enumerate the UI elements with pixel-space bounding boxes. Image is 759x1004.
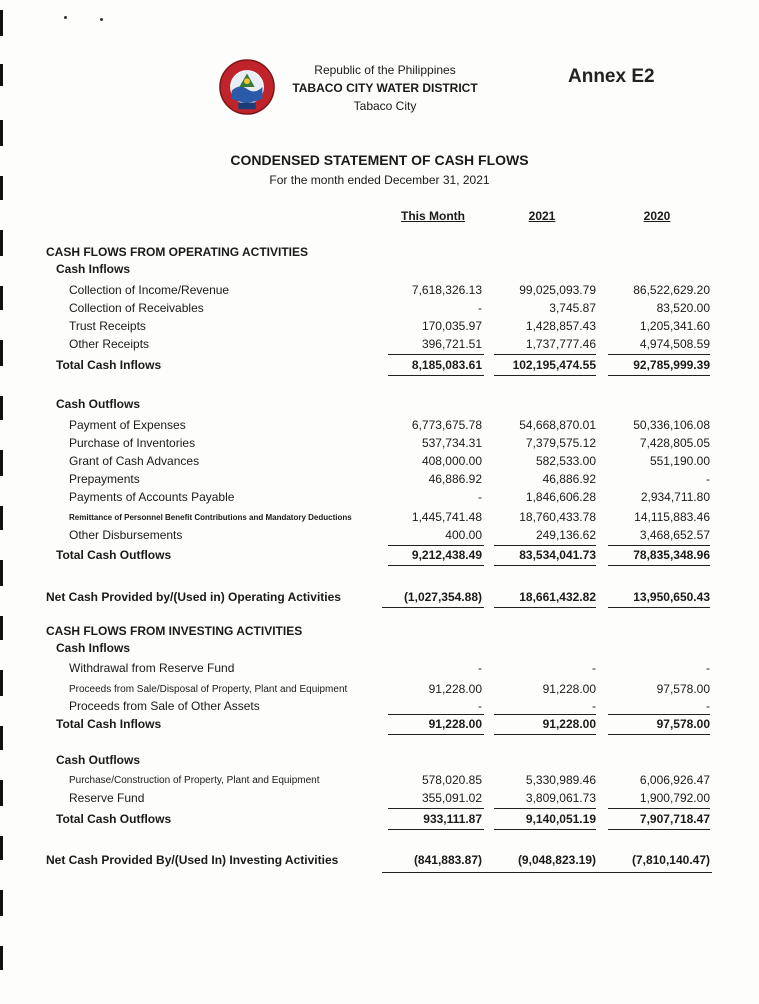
total-row xyxy=(0,547,759,564)
cell-2020: 86,522,629.20 xyxy=(633,283,710,297)
column-header-this-month: This Month xyxy=(401,209,465,223)
subtotal-rule xyxy=(388,545,484,546)
table-row xyxy=(0,489,759,506)
total-rule xyxy=(388,829,484,830)
speck xyxy=(100,18,103,21)
cell-2021: 46,886.92 xyxy=(542,472,596,486)
subheading-cash-inflows: Cash Inflows xyxy=(56,262,131,276)
cell-2021: 18,760,433.78 xyxy=(519,510,596,524)
cell-2020: 7,428,805.05 xyxy=(639,436,710,450)
cell-2020: 2,934,711.80 xyxy=(640,490,710,504)
cell-2021: 3,809,061.73 xyxy=(525,791,596,805)
subtotal-rule xyxy=(608,545,710,546)
statement-title: CONDENSED STATEMENT OF CASH FLOWS xyxy=(230,152,529,168)
cell-2020: 6,006,926.47 xyxy=(639,773,710,787)
cell-this-month: 46,886.92 xyxy=(428,472,482,486)
cell-2021: - xyxy=(592,661,596,675)
republic-line: Republic of the Philippines xyxy=(314,63,456,77)
cell-2020: - xyxy=(706,472,710,486)
row-label: Proceeds from Sale of Other Assets xyxy=(69,699,260,713)
cell-this-month: 1,445,741.48 xyxy=(411,510,482,524)
cell-2020: 50,336,106.08 xyxy=(633,418,710,432)
annex-label: Annex E2 xyxy=(568,66,655,87)
table-row xyxy=(0,772,759,789)
row-label: Collection of Receivables xyxy=(69,301,204,315)
cell-this-month: 6,773,675.78 xyxy=(411,418,482,432)
row-label: Reserve Fund xyxy=(69,791,145,805)
cell-this-month: 7,618,326.13 xyxy=(411,283,482,297)
cell-2020: (7,810,140.47) xyxy=(631,853,710,867)
row-label: Net Cash Provided By/(Used In) Investing Activities xyxy=(46,853,339,867)
cell-2020: 13,950,650.43 xyxy=(633,590,710,604)
cell-this-month: - xyxy=(478,661,482,675)
table-row xyxy=(0,471,759,488)
cell-this-month: 8,185,083.61 xyxy=(411,358,482,372)
net-rule xyxy=(494,607,596,608)
subtotal-rule xyxy=(494,808,596,809)
net-rule xyxy=(608,607,710,608)
cell-this-month: - xyxy=(478,301,482,315)
subheading-cash-outflows: Cash Outflows xyxy=(56,397,141,411)
city-line: Tabaco City xyxy=(353,99,417,113)
section-heading-operating: CASH FLOWS FROM OPERATING ACTIVITIES xyxy=(46,245,308,259)
subtotal-rule xyxy=(608,714,710,715)
subtotal-rule xyxy=(608,354,710,355)
cell-2021: 91,228.00 xyxy=(542,682,596,696)
total-rule xyxy=(494,829,596,830)
total-rule xyxy=(494,565,596,566)
row-label: Total Cash Outflows xyxy=(56,548,172,562)
cell-2020: - xyxy=(706,699,710,713)
total-rule xyxy=(388,375,484,376)
water-district-seal-icon xyxy=(218,58,276,116)
subtotal-rule xyxy=(388,808,484,809)
row-label: Trust Receipts xyxy=(69,319,146,333)
cell-2021: 7,379,575.12 xyxy=(525,436,596,450)
cell-2021: 102,195,474.55 xyxy=(512,358,596,372)
cell-2020: 14,115,883.46 xyxy=(634,510,710,524)
subtotal-rule xyxy=(494,714,596,715)
subtotal-rule xyxy=(494,354,596,355)
column-header-2021: 2021 xyxy=(528,209,556,223)
row-label: Total Cash Inflows xyxy=(56,717,162,731)
table-row xyxy=(0,336,759,353)
table-row xyxy=(0,300,759,317)
total-row xyxy=(0,357,759,374)
cell-2020: 551,190.00 xyxy=(649,454,710,468)
table-row xyxy=(0,435,759,452)
cell-this-month: 91,228.00 xyxy=(428,682,482,696)
row-label: Other Receipts xyxy=(69,337,150,351)
cell-2020: 78,835,348.96 xyxy=(633,548,710,562)
speck xyxy=(64,16,67,19)
row-label: Withdrawal from Reserve Fund xyxy=(69,661,235,675)
subheading-cash-inflows: Cash Inflows xyxy=(56,641,131,655)
cell-2021: - xyxy=(592,699,596,713)
table-row xyxy=(0,318,759,335)
cell-2021: 9,140,051.19 xyxy=(525,812,596,826)
cell-this-month: 91,228.00 xyxy=(428,717,482,731)
row-label: Other Disbursements xyxy=(69,528,183,542)
column-header-2020: 2020 xyxy=(643,209,671,223)
table-row xyxy=(0,681,759,698)
cell-2021: 99,025,093.79 xyxy=(519,283,596,297)
net-row xyxy=(0,852,759,869)
cell-2020: 97,578.00 xyxy=(656,717,710,731)
cell-2021: 54,668,870.01 xyxy=(519,418,596,432)
net-row xyxy=(0,589,759,606)
total-rule xyxy=(608,565,710,566)
binder-mark xyxy=(0,890,3,916)
cell-2021: 91,228.00 xyxy=(542,717,596,731)
table-row xyxy=(0,417,759,434)
cell-this-month: 408,000.00 xyxy=(421,454,482,468)
cell-this-month: - xyxy=(478,490,482,504)
cell-2021: 3,745.87 xyxy=(549,301,596,315)
cell-2020: 1,900,792.00 xyxy=(639,791,710,805)
total-rule xyxy=(608,375,710,376)
cell-2020: 92,785,999.39 xyxy=(633,358,710,372)
document-header xyxy=(270,61,500,115)
row-label: Total Cash Inflows xyxy=(56,358,162,372)
total-rule xyxy=(608,829,710,830)
cell-2021: 1,737,777.46 xyxy=(525,337,596,351)
cell-2021: 249,136.62 xyxy=(535,528,596,542)
row-label: Proceeds from Sale/Disposal of Property, Plant and Equipment xyxy=(69,684,348,695)
table-row xyxy=(0,660,759,677)
cell-this-month: 9,212,438.49 xyxy=(411,548,482,562)
total-rule xyxy=(494,375,596,376)
table-row xyxy=(0,282,759,299)
cell-2020: 1,205,341.60 xyxy=(639,319,710,333)
cell-this-month: 933,111.87 xyxy=(423,812,482,826)
table-row xyxy=(0,790,759,807)
cell-2020: 4,974,508.59 xyxy=(639,337,710,351)
cell-2020: 3,468,652.57 xyxy=(639,528,710,542)
cell-this-month: (1,027,354.88) xyxy=(403,590,482,604)
binder-mark xyxy=(0,64,3,86)
subtotal-rule xyxy=(388,354,484,355)
row-label: Grant of Cash Advances xyxy=(69,454,200,468)
row-label: Prepayments xyxy=(69,472,140,486)
cell-2021: 1,846,606.28 xyxy=(525,490,596,504)
section-heading-investing: CASH FLOWS FROM INVESTING ACTIVITIES xyxy=(46,624,303,638)
subtotal-rule xyxy=(388,714,484,715)
cell-this-month: (841,883.87) xyxy=(413,853,482,867)
table-row xyxy=(0,698,759,715)
cell-2020: 7,907,718.47 xyxy=(639,812,710,826)
table-row xyxy=(0,509,759,526)
row-label: Total Cash Outflows xyxy=(56,812,172,826)
cell-2021: 18,661,432.82 xyxy=(519,590,596,604)
cell-this-month: 537,734.31 xyxy=(421,436,482,450)
cell-2021: 83,534,041.73 xyxy=(519,548,596,562)
cell-2021: 582,533.00 xyxy=(535,454,596,468)
row-label: Remittance of Personnel Benefit Contributions and Mandatory Deductions xyxy=(69,513,352,522)
row-label: Net Cash Provided by/(Used in) Operating Activities xyxy=(46,590,341,604)
cell-2021: 5,330,989.46 xyxy=(525,773,596,787)
cell-2020: - xyxy=(706,661,710,675)
net-rule xyxy=(382,607,484,608)
total-rule xyxy=(388,565,484,566)
net-rule xyxy=(382,872,712,873)
cell-2021: 1,428,857.43 xyxy=(525,319,596,333)
statement-subtitle: For the month ended December 31, 2021 xyxy=(269,173,490,187)
subtotal-rule xyxy=(608,808,710,809)
binder-mark xyxy=(0,946,3,970)
cell-2020: 83,520.00 xyxy=(656,301,710,315)
table-row xyxy=(0,527,759,544)
cell-this-month: - xyxy=(478,699,482,713)
total-rule xyxy=(608,734,710,735)
cell-this-month: 400.00 xyxy=(445,528,482,542)
total-rule xyxy=(388,734,484,735)
row-label: Payments of Accounts Payable xyxy=(69,490,235,504)
table-row xyxy=(0,453,759,470)
row-label: Purchase/Construction of Property, Plant and Equipment xyxy=(69,775,320,786)
binder-mark xyxy=(0,10,3,36)
cell-this-month: 578,020.85 xyxy=(421,773,482,787)
cell-this-month: 396,721.51 xyxy=(421,337,482,351)
subheading-cash-outflows: Cash Outflows xyxy=(56,753,141,767)
cell-2021: (9,048,823.19) xyxy=(517,853,596,867)
binder-mark xyxy=(0,120,3,146)
cell-this-month: 355,091.02 xyxy=(421,791,482,805)
subtotal-rule xyxy=(494,545,596,546)
total-row xyxy=(0,716,759,733)
cell-2020: 97,578.00 xyxy=(656,682,710,696)
row-label: Collection of Income/Revenue xyxy=(69,283,230,297)
total-row xyxy=(0,811,759,828)
agency-name: TABACO CITY WATER DISTRICT xyxy=(292,81,478,95)
cell-this-month: 170,035.97 xyxy=(421,319,482,333)
row-label: Purchase of Inventories xyxy=(69,436,196,450)
row-label: Payment of Expenses xyxy=(69,418,186,432)
total-rule xyxy=(494,734,596,735)
